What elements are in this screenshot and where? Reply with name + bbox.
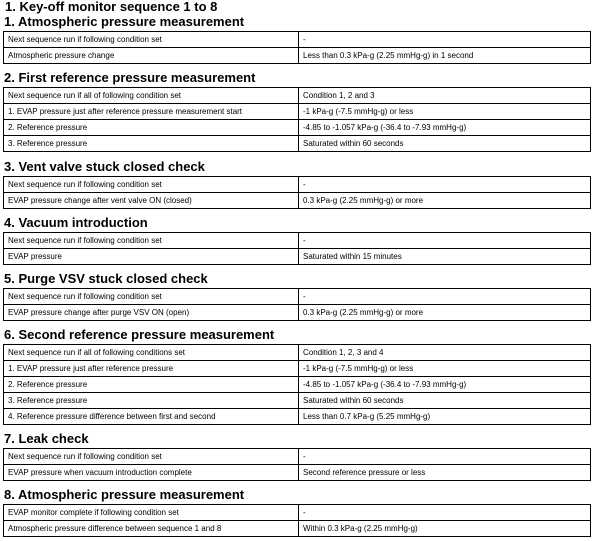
table-row bbox=[4, 88, 591, 104]
condition-cell: 3. Reference pressure bbox=[4, 136, 299, 152]
condition-cell: Next sequence run if all of following conditions set bbox=[4, 345, 299, 361]
section-5-table bbox=[3, 288, 591, 321]
table-row bbox=[4, 120, 591, 136]
condition-cell: Atmospheric pressure difference between sequence 1 and 8 bbox=[4, 521, 299, 537]
table-row bbox=[4, 449, 591, 465]
section-6-table bbox=[3, 344, 591, 425]
table-row bbox=[4, 48, 591, 64]
condition-cell: EVAP pressure change after purge VSV ON (open) bbox=[4, 305, 299, 321]
condition-cell: 2. Reference pressure bbox=[4, 120, 299, 136]
table-row bbox=[4, 409, 591, 425]
table-row bbox=[4, 193, 591, 209]
condition-cell: EVAP pressure change after vent valve ON (closed) bbox=[4, 193, 299, 209]
condition-cell: Next sequence run if following condition set bbox=[4, 449, 299, 465]
value-cell: -4.85 to -1.057 kPa-g (-36.4 to -7.93 mmHg-g) bbox=[299, 120, 591, 136]
value-cell: - bbox=[299, 505, 591, 521]
table-row bbox=[4, 249, 591, 265]
page-title: 1. Key-off monitor sequence 1 to 8 bbox=[5, 0, 218, 14]
section-3-title: 3. Vent valve stuck closed check bbox=[4, 159, 205, 174]
table-row bbox=[4, 393, 591, 409]
section-2-title: 2. First reference pressure measurement bbox=[4, 70, 256, 85]
value-cell: -4.85 to -1.057 kPa-g (-36.4 to -7.93 mmHg-g) bbox=[299, 377, 591, 393]
value-cell: - bbox=[299, 177, 591, 193]
value-cell: - bbox=[299, 32, 591, 48]
condition-cell: 3. Reference pressure bbox=[4, 393, 299, 409]
value-cell: - bbox=[299, 289, 591, 305]
condition-cell: 4. Reference pressure difference between first and second bbox=[4, 409, 299, 425]
section-1-table bbox=[3, 31, 591, 64]
value-cell: 0.3 kPa-g (2.25 mmHg-g) or more bbox=[299, 193, 591, 209]
condition-cell: EVAP monitor complete if following condition set bbox=[4, 505, 299, 521]
table-row bbox=[4, 377, 591, 393]
condition-cell: EVAP pressure bbox=[4, 249, 299, 265]
table-row bbox=[4, 305, 591, 321]
condition-cell: Next sequence run if following condition set bbox=[4, 32, 299, 48]
section-4-title: 4. Vacuum introduction bbox=[4, 215, 148, 230]
section-1-title: 1. Atmospheric pressure measurement bbox=[4, 14, 245, 29]
section-6-title: 6. Second reference pressure measurement bbox=[4, 327, 275, 342]
section-3-table bbox=[3, 176, 591, 209]
value-cell: Less than 0.3 kPa-g (2.25 mmHg-g) in 1 second bbox=[299, 48, 591, 64]
condition-cell: Next sequence run if following condition set bbox=[4, 177, 299, 193]
table-row bbox=[4, 233, 591, 249]
section-5-title: 5. Purge VSV stuck closed check bbox=[4, 271, 208, 286]
value-cell: -1 kPa-g (-7.5 mmHg-g) or less bbox=[299, 104, 591, 120]
section-7-title: 7. Leak check bbox=[4, 431, 89, 446]
value-cell: -1 kPa-g (-7.5 mmHg-g) or less bbox=[299, 361, 591, 377]
value-cell: Less than 0.7 kPa-g (5.25 mmHg-g) bbox=[299, 409, 591, 425]
table-row bbox=[4, 104, 591, 120]
value-cell: Condition 1, 2 and 3 bbox=[299, 88, 591, 104]
section-7-table bbox=[3, 448, 591, 481]
value-cell: - bbox=[299, 233, 591, 249]
table-row bbox=[4, 521, 591, 537]
condition-cell: 1. EVAP pressure just after reference pressure measurement start bbox=[4, 104, 299, 120]
table-row bbox=[4, 345, 591, 361]
table-row bbox=[4, 177, 591, 193]
value-cell: Saturated within 60 seconds bbox=[299, 393, 591, 409]
section-2-table bbox=[3, 87, 591, 152]
condition-cell: EVAP pressure when vacuum introduction complete bbox=[4, 465, 299, 481]
value-cell: 0.3 kPa-g (2.25 mmHg-g) or more bbox=[299, 305, 591, 321]
table-row bbox=[4, 289, 591, 305]
value-cell: Second reference pressure or less bbox=[299, 465, 591, 481]
value-cell: Within 0.3 kPa-g (2.25 mmHg-g) bbox=[299, 521, 591, 537]
table-row bbox=[4, 136, 591, 152]
condition-cell: Atmospheric pressure change bbox=[4, 48, 299, 64]
value-cell: Saturated within 15 minutes bbox=[299, 249, 591, 265]
value-cell: Condition 1, 2, 3 and 4 bbox=[299, 345, 591, 361]
condition-cell: Next sequence run if following condition set bbox=[4, 289, 299, 305]
table-row bbox=[4, 465, 591, 481]
condition-cell: 2. Reference pressure bbox=[4, 377, 299, 393]
condition-cell: 1. EVAP pressure just after reference pressure bbox=[4, 361, 299, 377]
table-row bbox=[4, 505, 591, 521]
section-4-table bbox=[3, 232, 591, 265]
section-8-table bbox=[3, 504, 591, 537]
table-row bbox=[4, 32, 591, 48]
value-cell: Saturated within 60 seconds bbox=[299, 136, 591, 152]
condition-cell: Next sequence run if all of following condition set bbox=[4, 88, 299, 104]
table-row bbox=[4, 361, 591, 377]
section-8-title: 8. Atmospheric pressure measurement bbox=[4, 487, 245, 502]
condition-cell: Next sequence run if following condition set bbox=[4, 233, 299, 249]
value-cell: - bbox=[299, 449, 591, 465]
